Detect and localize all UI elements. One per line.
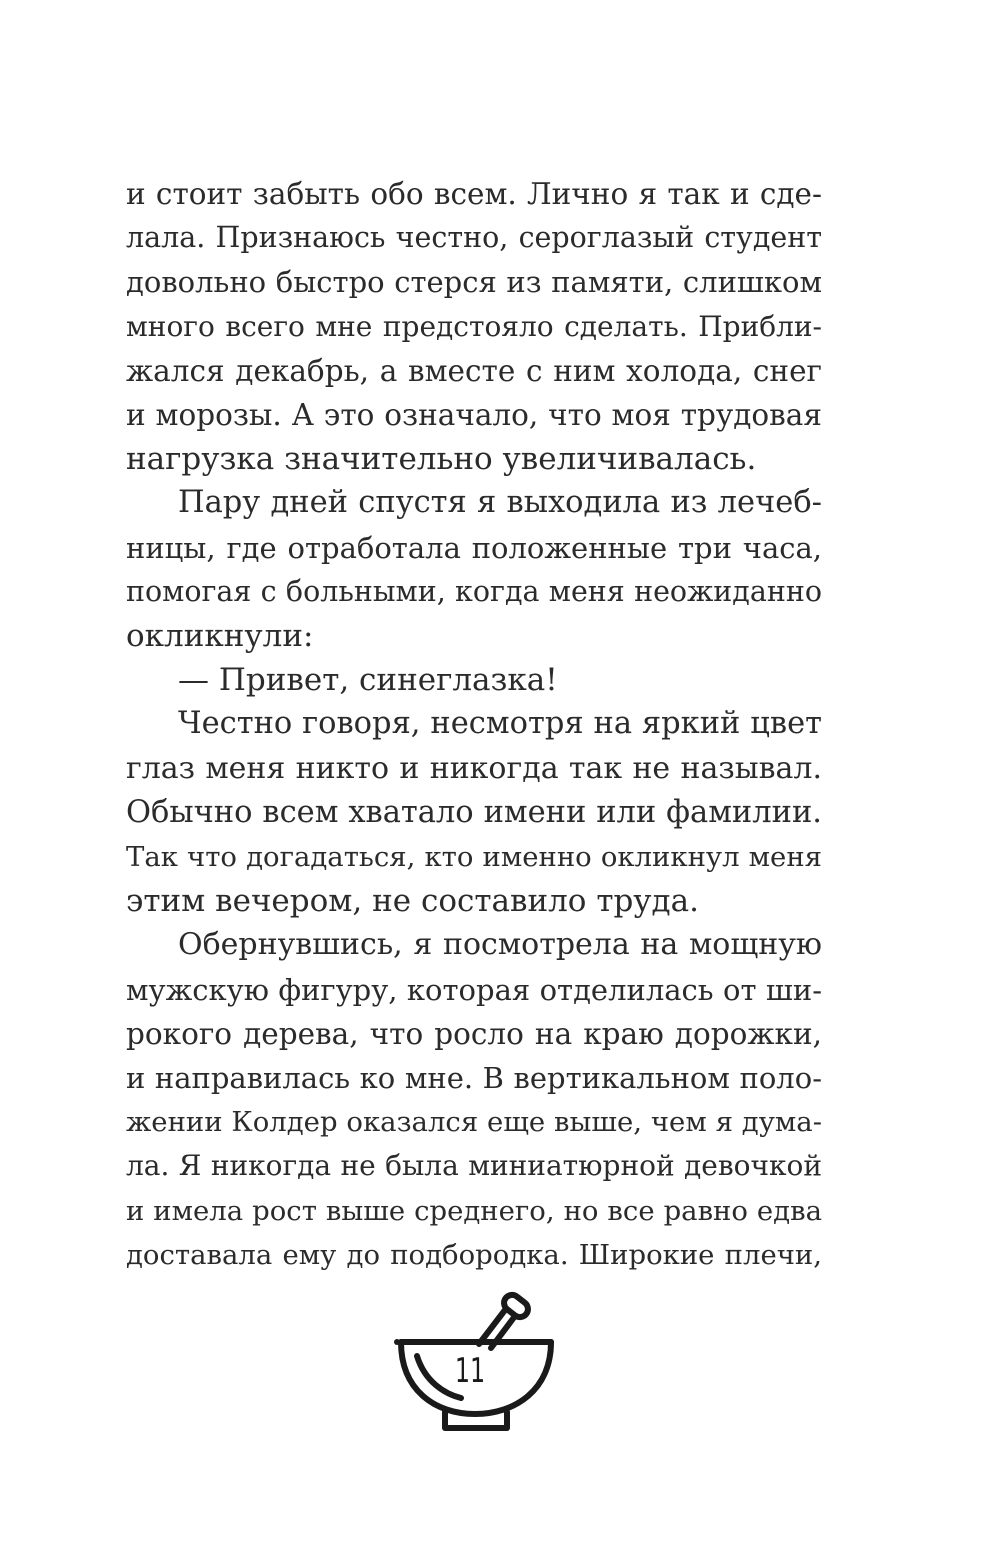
text-line: ла. Я никогда не была миниатюрной девочкой: [126, 1149, 822, 1182]
text-line: лала. Признаюсь честно, сероглазый студент: [126, 221, 822, 254]
text-line: жался декабрь, а вместе с ним холода, снег: [126, 354, 822, 388]
text-line: этим вечером, не составило труда.: [126, 883, 699, 919]
text-line: и имела рост выше среднего, но все равно едва: [126, 1195, 822, 1227]
text-line: довольно быстро стерся из памяти, слишком: [126, 265, 822, 299]
text-line: и морозы. А это означало, что моя трудовая: [126, 398, 822, 432]
text-line: много всего мне предстояло сделать. Прибли-: [126, 310, 822, 343]
dialogue-line: — Привет, синеглазка!: [178, 662, 558, 698]
text-line: окликнули:: [126, 618, 314, 654]
paragraph-first-line: Пару дней спустя я выходила из лечеб-: [178, 485, 822, 520]
text-line: глаз меня никто и никогда так не называл.: [126, 751, 822, 786]
text-line: рокого дерева, что росло на краю дорожки,: [126, 1017, 822, 1051]
text-line: и стоит забыть обо всем. Лично я так и сде-: [126, 177, 822, 211]
text-line: мужскую фигуру, которая отделилась от ши-: [126, 973, 822, 1007]
text-line: Обычно всем хватало имени или фамилии.: [126, 795, 822, 830]
text-line: ницы, где отработала положенные три часа,: [126, 531, 822, 565]
text-line: нагрузка значительно увеличивалась.: [126, 441, 757, 477]
text-line: и направилась ко мне. В вертикальном поло-: [126, 1061, 822, 1095]
paragraph-first-line: Честно говоря, несмотря на яркий цвет: [178, 706, 822, 741]
text-line: Так что догадаться, кто именно окликнул меня: [126, 841, 822, 873]
paragraph-first-line: Обернувшись, я посмотрела на мощную: [178, 927, 822, 962]
text-line: помогая с больными, когда меня неожиданно: [126, 575, 822, 608]
text-line: жении Колдер оказался еще выше, чем я дума-: [126, 1106, 822, 1138]
page-number: 11: [454, 1351, 486, 1391]
text-line: доставала ему до подбородка. Широкие плечи,: [126, 1239, 822, 1271]
